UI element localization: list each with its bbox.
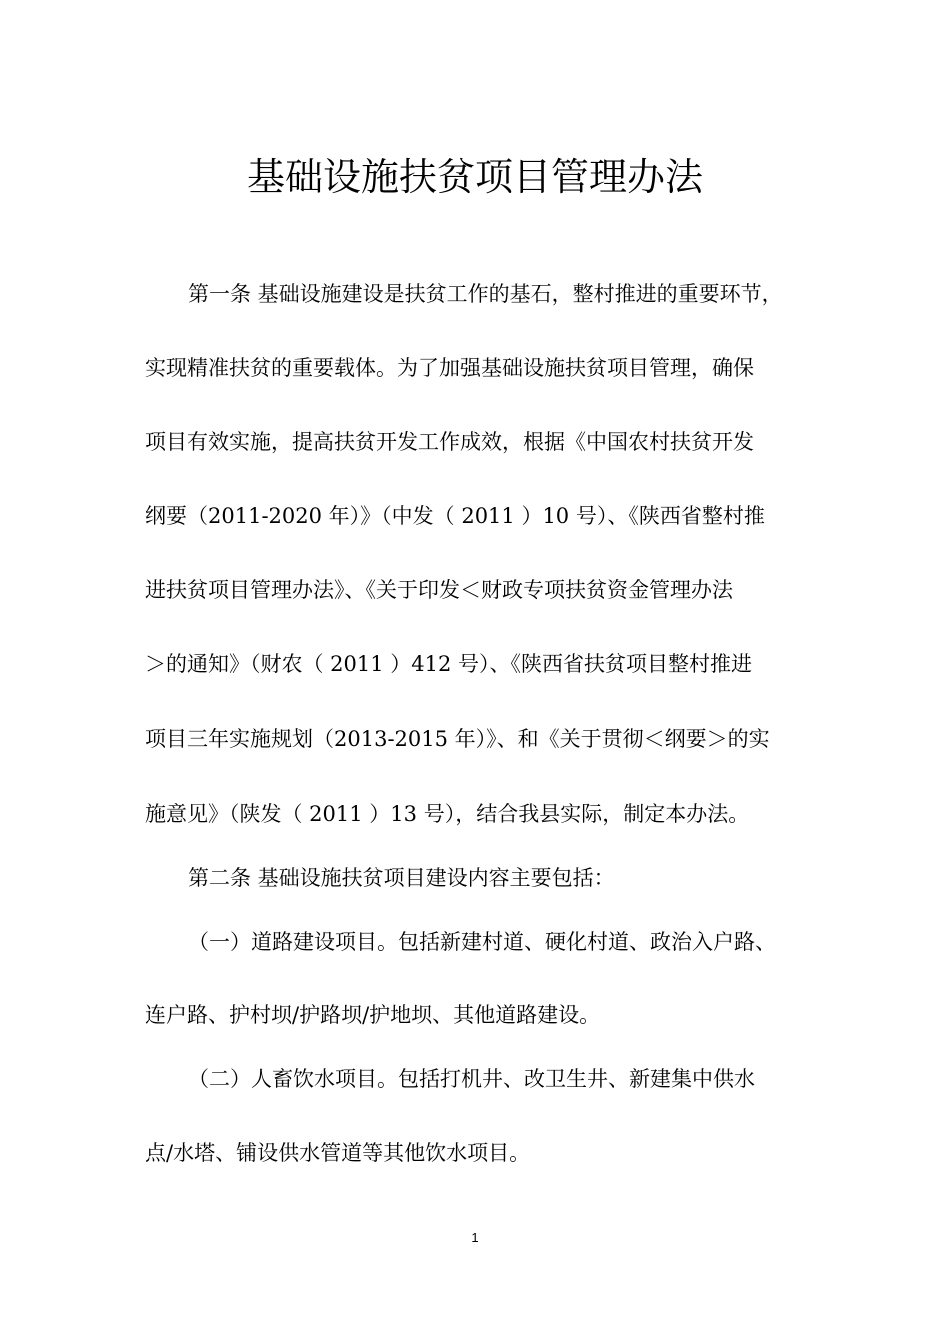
body-line-item-1: （一）道路建设项目。包括新建村道、硬化村道、政治入户路、	[188, 930, 776, 954]
body-line: 连户路、护村坝/护路坝/护地坝、其他道路建设。	[145, 1003, 601, 1027]
body-line: 进扶贫项目管理办法》、《关于印发＜财政专项扶贫资金管理办法	[145, 578, 733, 602]
body-line: 实现精准扶贫的重要载体。为了加强基础设施扶贫项目管理，确保	[145, 356, 754, 380]
body-line-article-1: 第一条 基础设施建设是扶贫工作的基石，整村推进的重要环节，	[188, 282, 783, 306]
body-line: ＞的通知》（财农（ 2011 ）412 号）、《陕西省扶贫项目整村推进	[145, 652, 753, 676]
page-number: 1	[471, 1230, 479, 1245]
document-title: 基础设施扶贫项目管理办法	[246, 155, 703, 200]
body-line-article-2: 第二条 基础设施扶贫项目建设内容主要包括：	[188, 866, 615, 890]
body-line: 纲要（2011-2020 年）》（中发（ 2011 ）10 号）、《陕西省整村推	[145, 504, 765, 528]
body-line: 施意见》（陕发（ 2011 ）13 号），结合我县实际，制定本办法。	[145, 802, 750, 826]
body-line-item-2: （二）人畜饮水项目。包括打机井、改卫生井、新建集中供水	[188, 1067, 755, 1091]
body-line: 点/水塔、铺设供水管道等其他饮水项目。	[145, 1141, 531, 1165]
body-line: 项目三年实施规划（2013-2015 年）》、和《关于贯彻＜纲要＞的实	[145, 727, 770, 751]
body-line: 项目有效实施，提高扶贫开发工作成效，根据《中国农村扶贫开发	[145, 430, 754, 454]
